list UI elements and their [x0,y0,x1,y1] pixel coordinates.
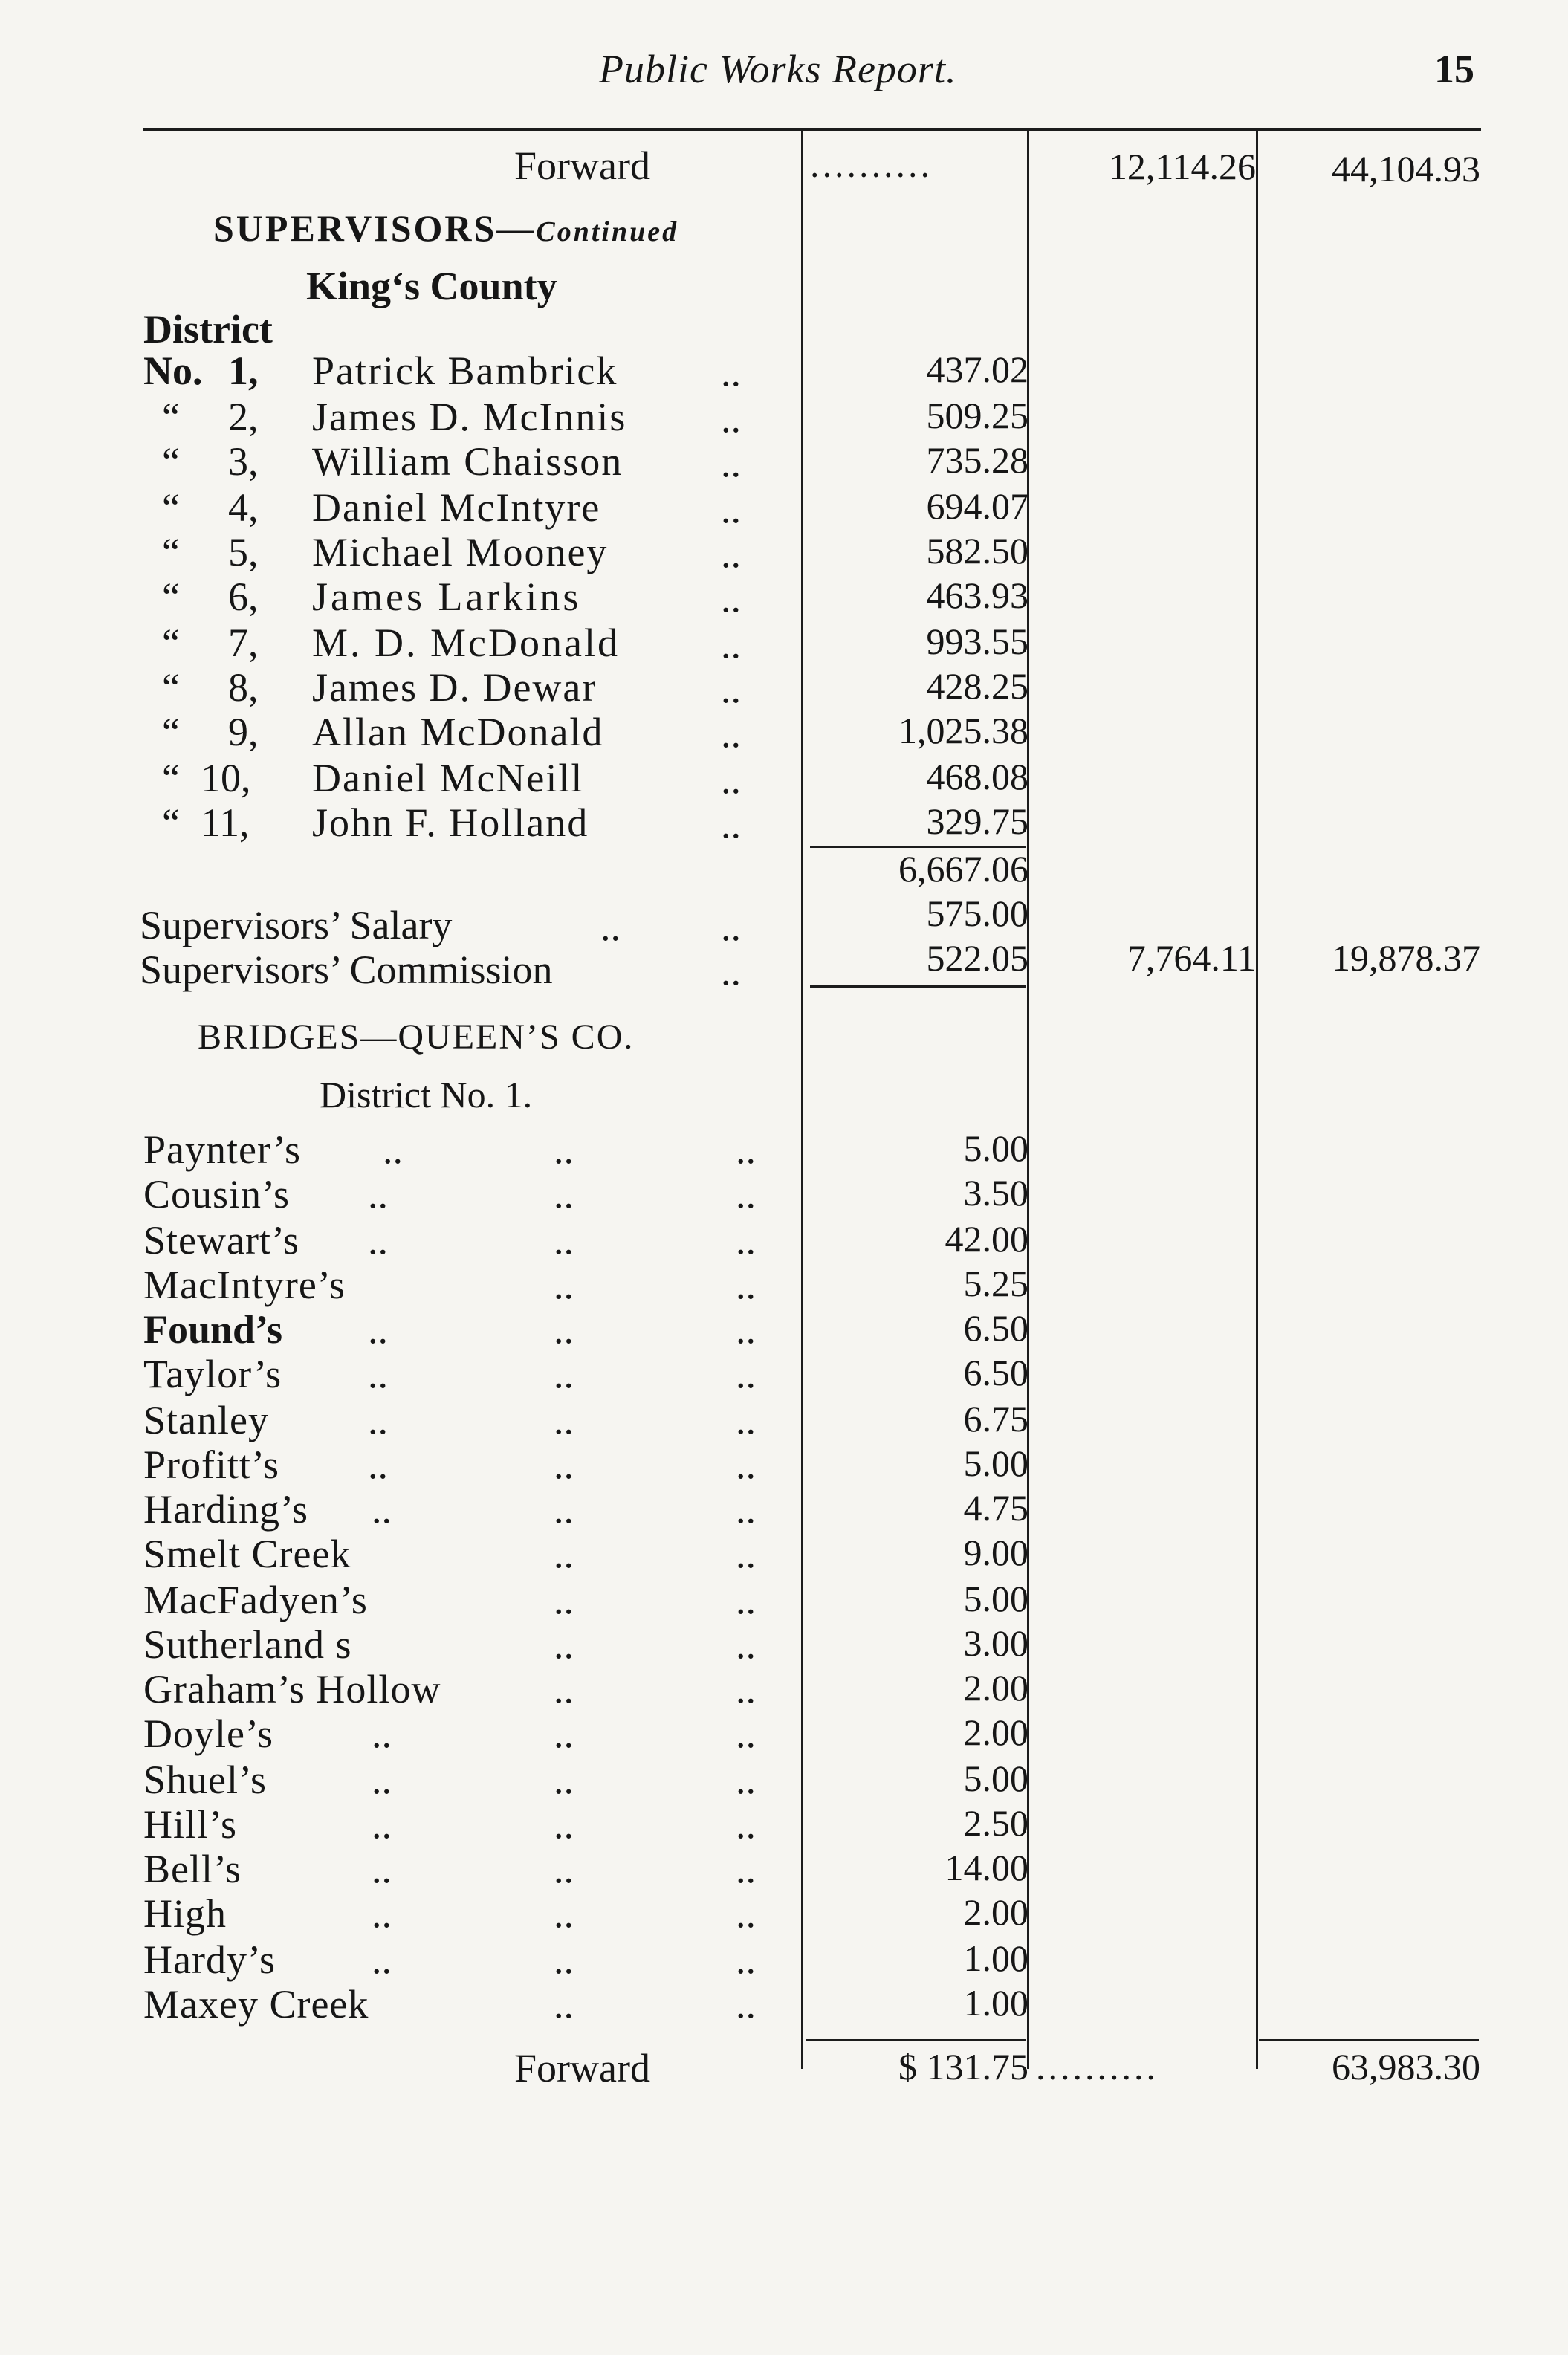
salary-dots-1: .. [600,904,621,949]
bridge-dots-1: .. [372,1802,392,1847]
bridge-dots-1: .. [372,1711,392,1756]
bridge-name: Profitt’s [143,1442,280,1487]
row-name: William Chaisson [312,439,623,484]
bridge-dots-1: .. [383,1127,403,1172]
row-dots: .. [721,576,741,621]
row-num: 4, [228,485,259,530]
forward-bottom-dots: .......... [1036,2046,1159,2087]
bridge-dots-3: .. [736,1263,756,1307]
row-dots: .. [721,487,741,531]
bridge-name: Stanley [143,1398,269,1442]
row-mark: “ [162,621,180,665]
bridge-dots-3: .. [736,1127,756,1172]
bridge-dots-2: .. [554,1442,574,1487]
row-num: 1, [228,349,259,393]
row-dots: .. [721,802,741,846]
subtotal-amount: 6,667.06 [898,848,1028,890]
bridge-dots-2: .. [554,1218,574,1263]
bridge-dots-1: .. [372,1891,392,1936]
bridge-dots-3: .. [736,1218,756,1263]
bridges-district: District No. 1. [320,1074,533,1115]
continued-label: Continued [536,216,679,247]
row-amount: 428.25 [926,665,1028,707]
forward-top-dots: .......... [810,143,933,185]
row-num: 8, [228,665,259,710]
row-amount: 463.93 [926,574,1028,616]
bridge-dots-2: .. [554,1937,574,1982]
forward-bottom-rule-3 [1259,2039,1479,2041]
row-num: 11, [201,800,250,845]
row-num: 9, [228,710,259,754]
bridge-dots-1: .. [372,1847,392,1891]
bridge-dots-3: .. [736,1802,756,1847]
bridge-dots-1: .. [368,1172,388,1217]
forward-top-col3: 44,104.93 [1332,148,1480,189]
bridge-name: Hardy’s [143,1937,276,1982]
bridge-amount: 2.00 [963,1667,1028,1708]
bridge-dots-2: .. [554,1667,574,1711]
row-name: Daniel McIntyre [312,485,601,530]
bridge-name: Graham’s Hollow [143,1667,441,1711]
bridge-dots-2: .. [554,1172,574,1217]
row-mark: “ [162,665,180,710]
row-name: Allan McDonald [312,710,604,754]
commission-label: Supervisors’ Commission [140,947,553,992]
bridge-name: High [143,1891,227,1936]
salary-dots-2: .. [721,904,741,949]
row-mark: “ [162,710,180,754]
row-amount: 694.07 [926,485,1028,527]
bridge-dots-2: .. [554,1802,574,1847]
row-amount: 329.75 [926,800,1028,842]
row-mark: “ [162,485,180,530]
bridge-dots-2: .. [554,1622,574,1667]
bridge-dots-2: .. [554,1578,574,1622]
bridge-amount: 5.00 [963,1442,1028,1484]
row-mark: “ [162,439,180,484]
bridge-dots-1: .. [372,1937,392,1982]
bridge-dots-3: .. [736,1398,756,1442]
bridge-dots-3: .. [736,1667,756,1711]
row-amount: 582.50 [926,530,1028,571]
bridge-dots-1: .. [372,1758,392,1802]
row-dots: .. [721,441,741,485]
row-dots: .. [721,396,741,441]
row-name: M. D. McDonald [312,621,620,665]
header-rule [143,128,1481,131]
bridge-dots-3: .. [736,1532,756,1576]
bridge-amount: 42.00 [945,1218,1028,1260]
bridge-dots-3: .. [736,1578,756,1622]
bridge-amount: 5.00 [963,1578,1028,1619]
bridge-amount: 3.50 [963,1172,1028,1214]
bridge-dots-2: .. [554,1711,574,1756]
row-num: 7, [228,621,259,665]
forward-bottom-col1: $ 131.75 [898,2046,1028,2087]
bridge-amount: 5.00 [963,1127,1028,1169]
bridge-amount: 1.00 [963,1982,1028,2024]
bridge-dots-3: .. [736,1352,756,1396]
row-dots: .. [721,622,741,667]
column-line-3 [1256,131,1258,2069]
row-mark: “ [162,800,180,845]
bridge-name: MacFadyen’s [143,1578,368,1622]
bridge-name: Bell’s [143,1847,242,1891]
forward-bottom-rule-1 [806,2039,1026,2041]
forward-bottom-col3: 63,983.30 [1332,2046,1480,2087]
bridge-amount: 14.00 [945,1847,1028,1888]
bridge-amount: 6.50 [963,1307,1028,1349]
bridge-name: Sutherland s [143,1622,352,1667]
bridge-name: Harding’s [143,1487,308,1532]
district-label: District [143,307,273,352]
salary-amount: 575.00 [926,893,1028,934]
row-mark: “ [162,530,180,574]
bridge-amount: 6.75 [963,1398,1028,1439]
bridge-dots-2: .. [554,1758,574,1802]
row-amount: 735.28 [926,439,1028,481]
forward-bottom-label: Forward [514,2046,650,2090]
row-name: James D. Dewar [312,665,597,710]
bridge-dots-1: .. [368,1352,388,1396]
bridge-name: Paynter’s [143,1127,301,1172]
bridge-dots-2: .. [554,1263,574,1307]
bridge-dots-3: .. [736,1172,756,1217]
salary-label: Supervisors’ Salary [140,903,453,947]
commission-amount: 522.05 [926,937,1028,979]
bridge-dots-1: .. [368,1398,388,1442]
row-name: John F. Holland [312,800,589,845]
commission-dots: .. [721,949,741,994]
bridge-dots-2: .. [554,1487,574,1532]
row-amount: 437.02 [926,349,1028,390]
row-name: James D. McInnis [312,395,627,439]
bridge-dots-3: .. [736,1891,756,1936]
row-num: 10, [201,756,251,800]
row-mark: No. [143,349,203,393]
bridge-dots-1: .. [372,1487,392,1532]
bridge-dots-2: .. [554,1847,574,1891]
bridge-amount: 5.00 [963,1758,1028,1799]
bridge-dots-2: .. [554,1127,574,1172]
bridge-dots-3: .. [736,1758,756,1802]
row-dots: .. [721,531,741,576]
row-num: 2, [228,395,259,439]
bridge-name: Cousin’s [143,1172,291,1217]
bridge-dots-1: .. [368,1442,388,1487]
commission-rule [810,985,1026,988]
supervisors-heading [213,207,678,250]
bridges-heading: BRIDGES—QUEEN’S CO. [198,1017,635,1057]
bridge-dots-3: .. [736,1307,756,1352]
row-amount: 993.55 [926,621,1028,662]
row-mark: “ [162,756,180,800]
bridge-dots-3: .. [736,1442,756,1487]
row-mark: “ [162,395,180,439]
bridge-name: Stewart’s [143,1218,299,1263]
bridge-amount: 2.50 [963,1802,1028,1844]
bridge-name: MacIntyre’s [143,1263,346,1307]
row-num: 5, [228,530,259,574]
bridge-name: Smelt Creek [143,1532,351,1576]
forward-top-col2: 12,114.26 [1108,146,1256,187]
row-dots: .. [721,350,741,395]
bridge-dots-1: .. [368,1218,388,1263]
bridge-dots-3: .. [736,1487,756,1532]
bridge-dots-2: .. [554,1532,574,1576]
forward-top-label: Forward [514,143,650,188]
row-num: 6, [228,574,259,619]
page-header-title: Public Works Report. [599,47,957,91]
bridge-dots-1: .. [368,1307,388,1352]
bridge-dots-3: .. [736,1711,756,1756]
bridge-name: Maxey Creek [143,1982,369,2027]
row-amount: 509.25 [926,395,1028,436]
bridge-name: Doyle’s [143,1711,273,1756]
row-name: Daniel McNeill [312,756,584,800]
row-amount: 468.08 [926,756,1028,797]
row-name: Patrick Bambrick [312,349,618,393]
bridge-name: Taylor’s [143,1352,282,1396]
bridge-dots-2: .. [554,1398,574,1442]
bridge-amount: 1.00 [963,1937,1028,1979]
bridge-amount: 9.00 [963,1532,1028,1573]
supervisors-heading-text: SUPERVISORS— [213,207,537,249]
row-mark: “ [162,574,180,619]
page-number: 15 [1434,47,1474,91]
bridge-dots-3: .. [736,1937,756,1982]
bridge-name: Found’s [143,1307,283,1352]
bridge-name: Hill’s [143,1802,238,1847]
bridge-amount: 5.25 [963,1263,1028,1304]
row-dots: .. [721,667,741,711]
bridge-amount: 3.00 [963,1622,1028,1664]
bridge-amount: 2.00 [963,1711,1028,1753]
supervisors-col2-total: 7,764.11 [1127,937,1256,979]
bridge-dots-2: .. [554,1352,574,1396]
supervisors-col3-total: 19,878.37 [1332,937,1480,979]
bridge-amount: 4.75 [963,1487,1028,1529]
bridge-dots-2: .. [554,1307,574,1352]
bridge-dots-2: .. [554,1891,574,1936]
row-dots: .. [721,757,741,802]
bridge-dots-3: .. [736,1847,756,1891]
row-dots: .. [721,711,741,756]
bridge-dots-3: .. [736,1622,756,1667]
row-name: Michael Mooney [312,530,609,574]
row-num: 3, [228,439,259,484]
county-heading: King‘s County [306,264,557,308]
bridge-amount: 2.00 [963,1891,1028,1933]
bridge-amount: 6.50 [963,1352,1028,1393]
row-name: James Larkins [312,574,582,619]
bridge-dots-3: .. [736,1982,756,2027]
row-amount: 1,025.38 [898,710,1028,751]
bridge-name: Shuel’s [143,1758,268,1802]
bridge-dots-2: .. [554,1982,574,2027]
